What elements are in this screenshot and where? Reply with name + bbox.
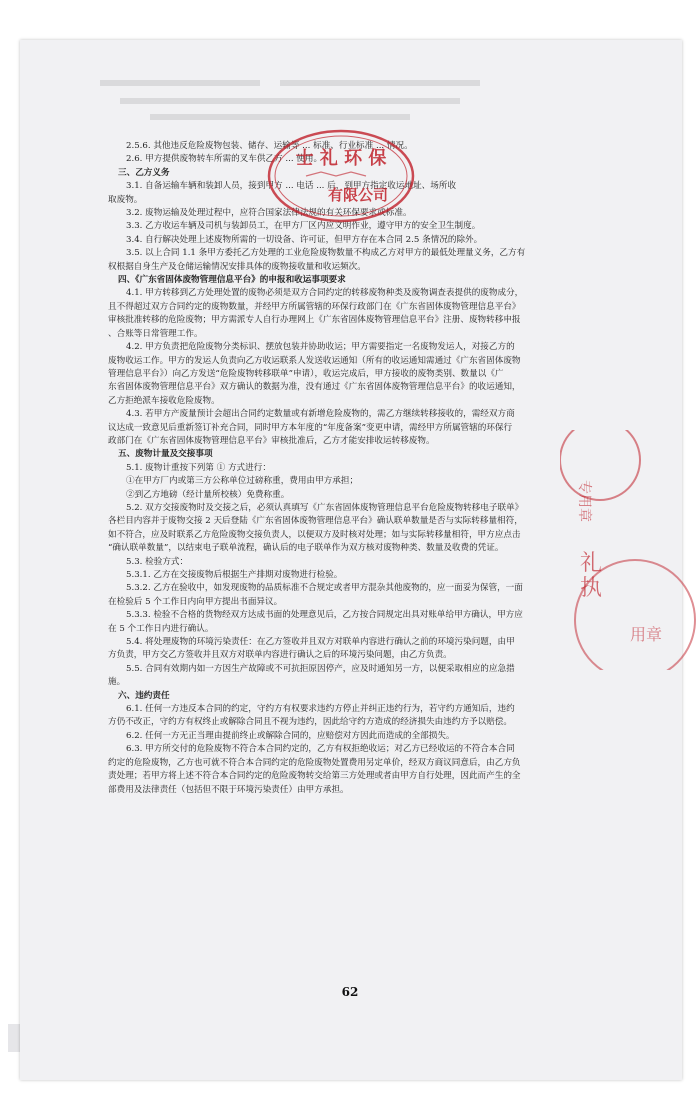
text-line: 东省固体废物管理信息平台》双方确认的数据为准，没有通过《广东省固体废物管理信息平台》的收运通知， [108,382,521,393]
company-seal-top [266,128,416,224]
text-line: 在检验后 5 个工作日内向甲方提出书面异议。 [108,596,283,607]
svg-text:用章: 用章 [630,625,663,644]
text-line: 取废物。 [108,194,143,205]
section-heading: 三、乙方义务 [118,167,170,178]
text-line: 各栏目内容并于废物交接 2 天后登陆《广东省固体废物管理信息平台》确认联单数量是否与实际转移量相符， [108,516,523,527]
text-line: 3.4. 自行解决处理上述废物所需的一切设备、许可证，但甲方存在本合同 2.5 条情况的除外。 [126,234,483,245]
text-line: 4.1. 甲方转移到乙方处理处置的废物必须是双方合同约定的转移废物种类及废物调查表提供的废物成分， [126,288,524,299]
text-line: 议达成一致意见后重新签订补充合同，同时甲方本年度的“年度备案”变更申请，需经甲方所属管辖的环保行 [108,422,513,433]
text-line: 6.3. 甲方所交付的危险废物不符合本合同约定的，乙方有权拒绝收运；对乙方已经收运的不符合本合同 [126,744,515,755]
text-line: 5.2. 双方交接废物时及交接之后，必须认真填写《广东省固体废物管理信息平台危险废物转移电子联单》 [126,502,524,513]
text-line: 5.3. 检验方式： [126,556,189,567]
page-number: 62 [341,985,359,999]
text-line: 约定的危险废物，乙方也可就不符合本合同约定的危险废物处置费用另定单价，经双方商议同意后，由乙方负 [108,757,521,768]
document-body [108,140,598,820]
text-line: 乙方拒绝派车接收危险废物。 [108,395,220,406]
text-line: 部费用及法律责任（包括但不限于环境污染责任）由甲方承担。 [108,784,349,795]
text-line: 3.3. 乙方收运车辆及司机与装卸员工，在甲方厂区内应文明作业，遵守甲方的安全卫生制度。 [126,221,481,232]
text-line: 方负责，甲方交乙方签收并且双方对联单内容进行确认之后的环境污染问题，由乙方负责。 [108,650,452,661]
svg-text:有限公司: 有限公司 [327,186,389,204]
svg-text:专用章: 专用章 [576,480,592,522]
text-line: 如不符合，应及时联系乙方危险废物交接负责人，以便双方及时核对处理；如与实际转移量相符，甲方应点击 [108,529,521,540]
svg-text:执: 执 [580,576,603,601]
text-line: 、合账等日常管理工作。 [108,328,203,339]
text-line: 5.3.1. 乙方在交接废物后根据生产排期对废物进行检验。 [126,570,343,580]
section-heading: 四、《广东省固体废物管理信息平台》的申报和收运事项要求 [118,275,346,286]
text-line: 5.3.3. 检验不合格的货物经双方达成书面的处理意见后，乙方按合同规定出具对账单给甲方确认，甲方应 [126,610,523,621]
text-line: 5.1. 废物计重按下列第 ① 方式进行： [126,462,271,473]
text-line: 4.3. 若甲方产废量预计会超出合同约定数量或有新增危险废物的，需乙方继续转移接收的，需经双方商 [126,409,515,420]
text-line: 施。 [108,677,126,688]
text-line: 2.6. 甲方提供废物转车所需的叉车供乙方 ... 使用。 [126,154,323,165]
text-line: 2.5.6. 其他违反危险废物包装、储存、运输等 ... 标准、行业标准 ... 情况。 [126,141,413,151]
text-line: 权根据自身生产及仓储运输情况安排具体的废物接收量和收运频次。 [108,261,366,272]
text-line: 管理信息平台》）向乙方发送“危险废物转移联单”申请），收运完成后，甲方接收的废物类别、数量以《广 [108,368,504,379]
text-line: 在 5 个工作日内进行确认。 [108,623,214,634]
text-line: 5.4. 将处理废物的环境污染责任：在乙方签收并且双方对联单内容进行确认之前的环境污染问题，由甲 [126,637,515,648]
company-seal-side [560,430,700,670]
text-line: 6.2. 任何一方无正当理由提前终止或解除合同的，应赔偿对方因此而造成的全部损失。 [126,730,455,741]
text-line: 责处理；若甲方将上述不符合本合同约定的危险废物转交给第三方处理或者由甲方自行处理，因此而产生的全 [108,771,521,782]
text-line: “确认联单数量”，以结束电子联单流程，确认后的电子联单作为双方核对废物种类、数量及收费的凭证。 [108,543,504,554]
text-line: 废物收运工作。甲方的发运人负责向乙方收运联系人发送收运通知（所有的收运通知需通过《广东省固体废物 [108,355,521,366]
text-line: 3.2. 废物运输及处理过程中，应符合国家法律法规的有关环保要求或标准。 [126,208,412,219]
text-line: ①在甲方厂内或第三方公称单位过磅称重，费用由甲方承担； [126,476,359,487]
text-line: 3.5. 以上合同 1.1 条甲方委托乙方处理的工业危险废物数量不构成乙方对甲方的最低处理量义务，乙方有 [126,248,526,259]
section-heading: 六、违约责任 [118,690,170,701]
text-line: 5.5. 合同有效期内如一方因生产故障或不可抗拒原因停产，应及时通知另一方，以便采取相应的应急措 [126,663,515,674]
svg-text:士 礼 环 保: 士 礼 环 保 [295,148,387,169]
faded-top-text [90,70,510,130]
text-line: 5.3.2. 乙方在验收中，如发现废物的品质标准不合规定或者甲方混杂其他废物的，应一面妥为保管，一面 [126,583,523,594]
text-line: 6.1. 任何一方违反本合同的约定，守约方有权要求违约方停止并纠正违约行为，若守约方通知后，违约 [126,704,515,715]
text-line: ②到乙方地磅（经计量所校核）免费称重。 [126,489,290,500]
text-line: 4.2. 甲方负责把危险废物分类标识、摆放包装并协助收运；甲方需要指定一名废物发运人，对接乙方的 [126,342,515,353]
section-heading: 五、废物计量及交接事项 [118,449,213,460]
text-line: 方仍不改正，守约方有权终止或解除合同且不视为违约，因此给守约方造成的经济损失由违约方予以赔偿。 [108,717,512,728]
text-line: 政部门在《广东省固体废物管理信息平台》审核批准后，乙方才能安排收运转移废物。 [108,435,435,446]
text-line: 3.1. 自备运输车辆和装卸人员，接到甲方 ... 电话 ... 后，到甲方指定收运地址、场所收 [126,181,457,192]
text-line: 且不得超过双方合同约定的废物数量，并经甲方所属管辖的环保行政部门在《广东省固体废物管理信息平台》 [108,301,521,312]
text-line: 审核批准转移的危险废物；甲方需派专人自行办理网上《广东省固体废物管理信息平台》注册、废物转移申报 [108,315,521,326]
svg-text:礼: 礼 [580,551,603,576]
